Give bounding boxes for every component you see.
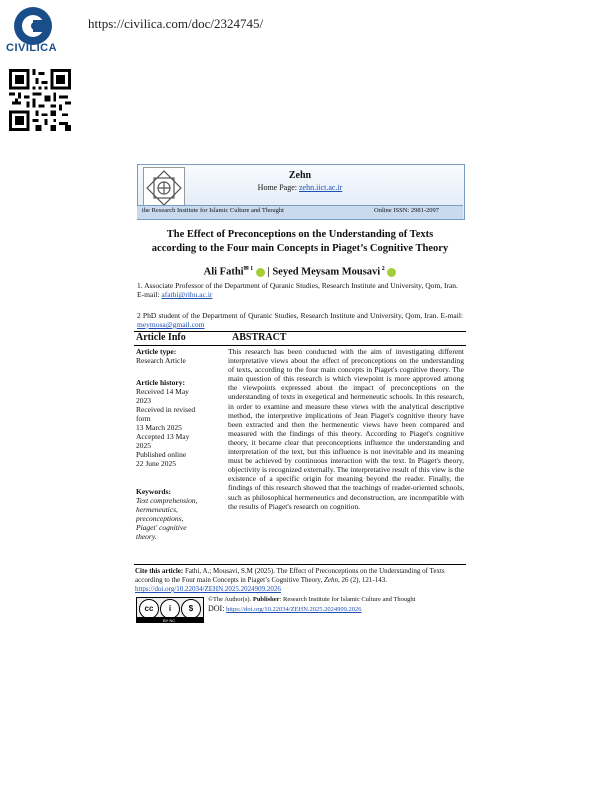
article-info-heading: Article Info (136, 332, 186, 343)
keyword: hermeneutics, (136, 505, 178, 514)
affiliation-1 (137, 281, 463, 299)
abstract-text: This research has been conducted with the aim of investigating different interpretative views about the effect of preconceptions on the understanding of texts, according to the four main concepts in Piaget's cognitive theory. The main question of this research is which viewpoint is more approved among the viewpoints expressed about the impact of preconceptions on the understanding of texts in exegetical and hermeneutic schools. In this research, in order to examine and measure these views with the analytical descriptive method, the interpretive implications of Jean Piaget's cognitive theory have been extracted and then the hermeneutic views have been compared and measured with the findings of this theory. According to Piaget's cognitive theory, it became clear that preconceptions influence the understanding and interpretation of the text, but this influence is not inevitable and its meaning must be achieved by continuous interaction with the text. In Piaget's theory, objectivity is recognized externally. The interpretative result of this view is the existence of a specific origin for meaning beyond the reader. Finally, the findings of this research showed that the teachings of reader-oriented schools, such as philosophical hermeneutics and deconstruction, are incompatible with the results of Piaget's research on cognition. (228, 347, 464, 511)
qr-code (9, 69, 71, 131)
citation-text-a: Fathi, A.; Mousavi, S.M (2025). The Effect of Preconceptions on the Understanding of Texts according to the Four main Concepts in Piaget’s Cognitive Theory, (135, 567, 445, 584)
homepage-label: Home Page: (257, 183, 297, 192)
keyword: Text comprehension, (136, 496, 198, 505)
journal-homepage (137, 183, 463, 192)
rights-block (208, 595, 415, 614)
history-line: 13 March 2025 (136, 423, 182, 432)
citation-rule (134, 564, 466, 565)
abstract-heading: ABSTRACT (232, 332, 287, 343)
keywords (136, 487, 224, 541)
title-line-2: according to the Four main Concepts in Piaget’s Cognitive Theory (151, 243, 449, 254)
history-line: 2025 (136, 441, 151, 450)
page-url[interactable]: https://civilica.com/doc/2324745/ (88, 16, 264, 31)
affiliation-2-text: 2 PhD student of the Department of Quranic Studies, Research Institute and University, Qom, Iran. E-mail: (137, 311, 463, 320)
keywords-label: Keywords: (136, 487, 171, 496)
affiliation-2-email[interactable]: meymosa@gmail.com (137, 320, 205, 329)
affiliation-1-text: 1. Associate Professor of the Department of Quranic Studies, Research Institute and University, Qom, Iran. (137, 281, 458, 290)
doi-link[interactable]: https://doi.org/10.22034/ZEHN.2025.2024909.2026 (226, 606, 362, 613)
publisher-label: Publisher (252, 596, 280, 603)
online-issn: Online ISSN: 2981-2097 (374, 207, 439, 214)
noncommercial-icon: $ (181, 599, 201, 619)
keyword: theory. (136, 532, 157, 541)
doi-label: DOI: (208, 604, 225, 613)
article-history (136, 378, 224, 468)
homepage-link[interactable]: zehn.iict.ac.ir (299, 183, 343, 192)
author-1-marks: ✉ 1 (243, 266, 254, 272)
orcid-icon[interactable] (387, 268, 396, 277)
author-1: Ali Fathi (203, 266, 244, 278)
history-line: Published online (136, 450, 187, 459)
affiliation-1-email-label: E-mail: (137, 290, 160, 299)
history-line: Received 14 May (136, 387, 189, 396)
publisher-institute: the Research Institute for Islamic Culture and Thought (142, 207, 284, 214)
citation-journal: Zehn (323, 576, 338, 584)
history-line: 22 June 2025 (136, 459, 176, 468)
article-type-label: Article type: (136, 347, 177, 356)
keyword: Piaget' cognitive (136, 523, 187, 532)
section-rule-bottom (134, 345, 466, 346)
history-line: form (136, 414, 151, 423)
title-line-1: The Effect of Preconceptions on the Understanding of Texts (166, 229, 434, 240)
citation-label: Cite this article: (135, 567, 184, 575)
author-list (137, 265, 463, 278)
journal-name: Zehn (288, 170, 312, 181)
article-history-label: Article history: (136, 378, 185, 387)
affiliation-1-email[interactable]: afathi@rihu.ac.ir (161, 290, 213, 299)
license-text: BY NC (163, 618, 176, 623)
author-2-marks: 2 (380, 266, 385, 272)
history-line: Received in revised (136, 405, 196, 414)
article-type (136, 347, 224, 365)
affiliation-2 (137, 311, 463, 329)
cc-icon: cc (139, 599, 159, 619)
cc-license-badge[interactable] (136, 597, 204, 623)
civilica-logo-text: CIVILICA (6, 42, 58, 54)
author-separator: | (264, 266, 273, 278)
citation-doi-link[interactable]: https://doi.org/10.22034/ZEHN.2025.2024909.2026 (135, 585, 281, 593)
citation (135, 567, 465, 594)
article-type-value: Research Article (136, 356, 186, 365)
copyright: ©The Author(s). (208, 596, 252, 603)
publisher-name: : Research Institute for Islamic Culture and Thought (279, 596, 416, 603)
article-title (137, 228, 463, 256)
author-2: Seyed Meysam Mousavi (272, 266, 381, 278)
orcid-icon[interactable] (256, 268, 265, 277)
history-line: 2023 (136, 396, 151, 405)
citation-text-b: , 26 (2), 121-143. (337, 576, 387, 584)
attribution-icon: i (160, 599, 180, 619)
history-line: Accepted 13 May (136, 432, 190, 441)
keyword: preconceptions, (136, 514, 184, 523)
